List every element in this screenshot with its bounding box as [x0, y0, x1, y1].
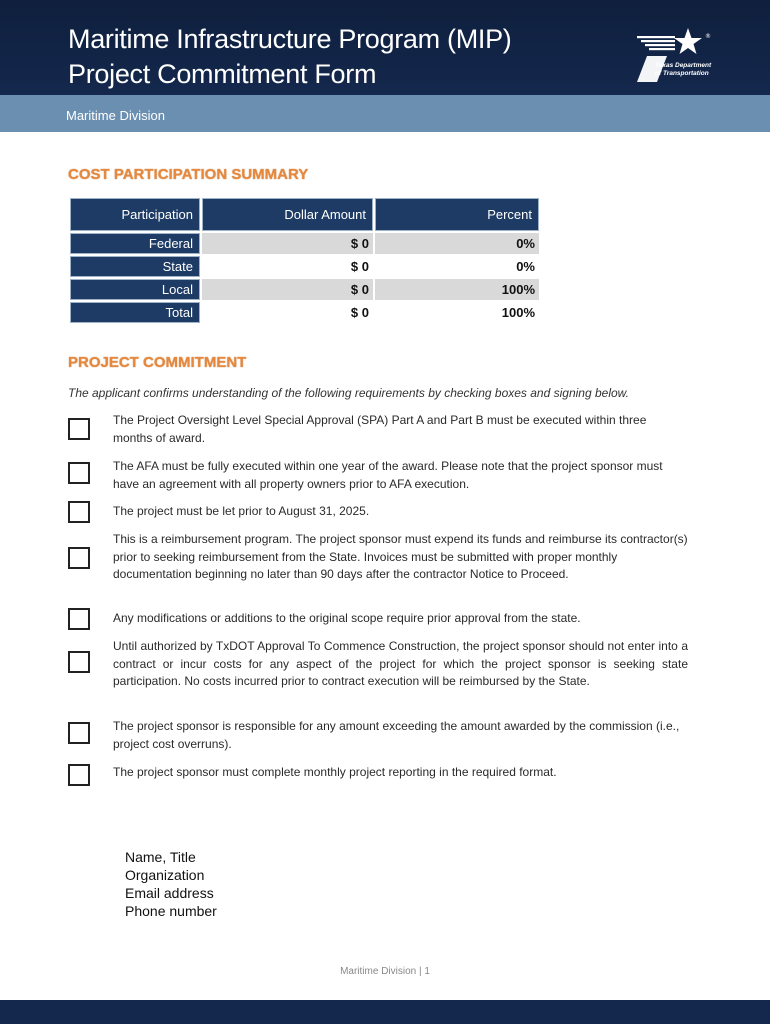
federal-percent-field[interactable]: 0%	[375, 233, 539, 254]
signature-organization: Organization	[125, 867, 205, 883]
cost-participation-table	[68, 196, 541, 325]
signature-email: Email address	[125, 885, 214, 901]
commitment-checkbox-4[interactable]	[68, 547, 90, 569]
cost-section-heading: COST PARTICIPATION SUMMARY	[68, 166, 309, 183]
commitment-text-4: This is a reimbursement program. The project sponsor must expend its funds and reimburse its contractor(s) prior to seeking reimbursement from the State. Invoices must be submitted with proper monthly documentation beginning no later than 90 days after the contractor Notice to Proceed.	[113, 532, 688, 581]
footer-bar	[0, 1000, 770, 1024]
table-row	[70, 279, 539, 300]
commitment-text-8: The project sponsor must complete monthly project reporting in the required format.	[113, 765, 557, 779]
federal-amount-field[interactable]: $ 0	[202, 233, 373, 254]
commitment-checkbox-7[interactable]	[68, 722, 90, 744]
signature-block	[125, 848, 217, 920]
commitment-text-3: The project must be let prior to August 31, 2025.	[113, 504, 370, 518]
page-footer-text: Maritime Division | 1	[340, 966, 430, 977]
commitment-text-2: The AFA must be fully executed within one year of the award. Please note that the project sponsor must have an agreement with all property owners prior to AFA execution.	[113, 459, 663, 491]
row-label-state: State	[70, 256, 200, 277]
commitment-intro: The applicant confirms understanding of the following requirements by checking boxes and signing below.	[68, 386, 629, 400]
logo-text: Texas Department of Transportation	[655, 62, 712, 77]
commitment-checkbox-1[interactable]	[68, 418, 90, 440]
division-label: Maritime Division	[66, 108, 165, 123]
commitment-checkbox-3[interactable]	[68, 501, 90, 523]
row-label-total: Total	[70, 302, 200, 323]
page-title	[68, 22, 511, 92]
table-row	[70, 302, 539, 323]
title-line-1: Maritime Infrastructure Program (MIP)	[68, 24, 512, 54]
column-header-percent: Percent	[375, 198, 539, 231]
signature-name-title: Name, Title	[125, 849, 196, 865]
column-header-dollar-amount: Dollar Amount	[202, 198, 373, 231]
total-percent-field[interactable]: 100%	[501, 305, 535, 320]
row-label-federal: Federal	[70, 233, 200, 254]
commitment-section-heading: PROJECT COMMITMENT	[68, 354, 247, 371]
local-amount-field[interactable]: $ 0	[202, 279, 373, 300]
commitment-text-6: Until authorized by TxDOT Approval To Commence Construction, the project sponsor should not enter into a contract or incur costs for any aspect of the project for which the project sponsor is seeking state participation. No costs incurred prior to contract execution will be reimbursed by the State.	[113, 639, 688, 688]
commitment-text-1: The Project Oversight Level Special Approval (SPA) Part A and Part B must be executed within three months of award.	[113, 413, 647, 445]
state-amount-field[interactable]: $ 0	[350, 259, 369, 274]
registered-mark: ®	[705, 33, 711, 40]
local-percent-field[interactable]: 100%	[375, 279, 539, 300]
table-row	[70, 233, 539, 254]
table-row	[70, 256, 539, 277]
commitment-checkbox-2[interactable]	[68, 462, 90, 484]
title-line-2: Project Commitment Form	[68, 59, 377, 89]
commitment-text-7: The project sponsor is responsible for any amount exceeding the amount awarded by the commission (i.e., project cost overruns).	[113, 719, 680, 751]
signature-phone: Phone number	[125, 903, 217, 919]
commitment-text-5: Any modifications or additions to the original scope require prior approval from the state.	[113, 611, 581, 625]
row-label-local: Local	[70, 279, 200, 300]
commitment-checkbox-5[interactable]	[68, 608, 90, 630]
column-header-participation: Participation	[70, 198, 200, 231]
commitment-checkbox-8[interactable]	[68, 764, 90, 786]
commitment-checkbox-6[interactable]	[68, 651, 90, 673]
txdot-logo-icon	[633, 26, 713, 86]
total-amount-field[interactable]: $ 0	[350, 305, 369, 320]
state-percent-field[interactable]: 0%	[516, 259, 535, 274]
